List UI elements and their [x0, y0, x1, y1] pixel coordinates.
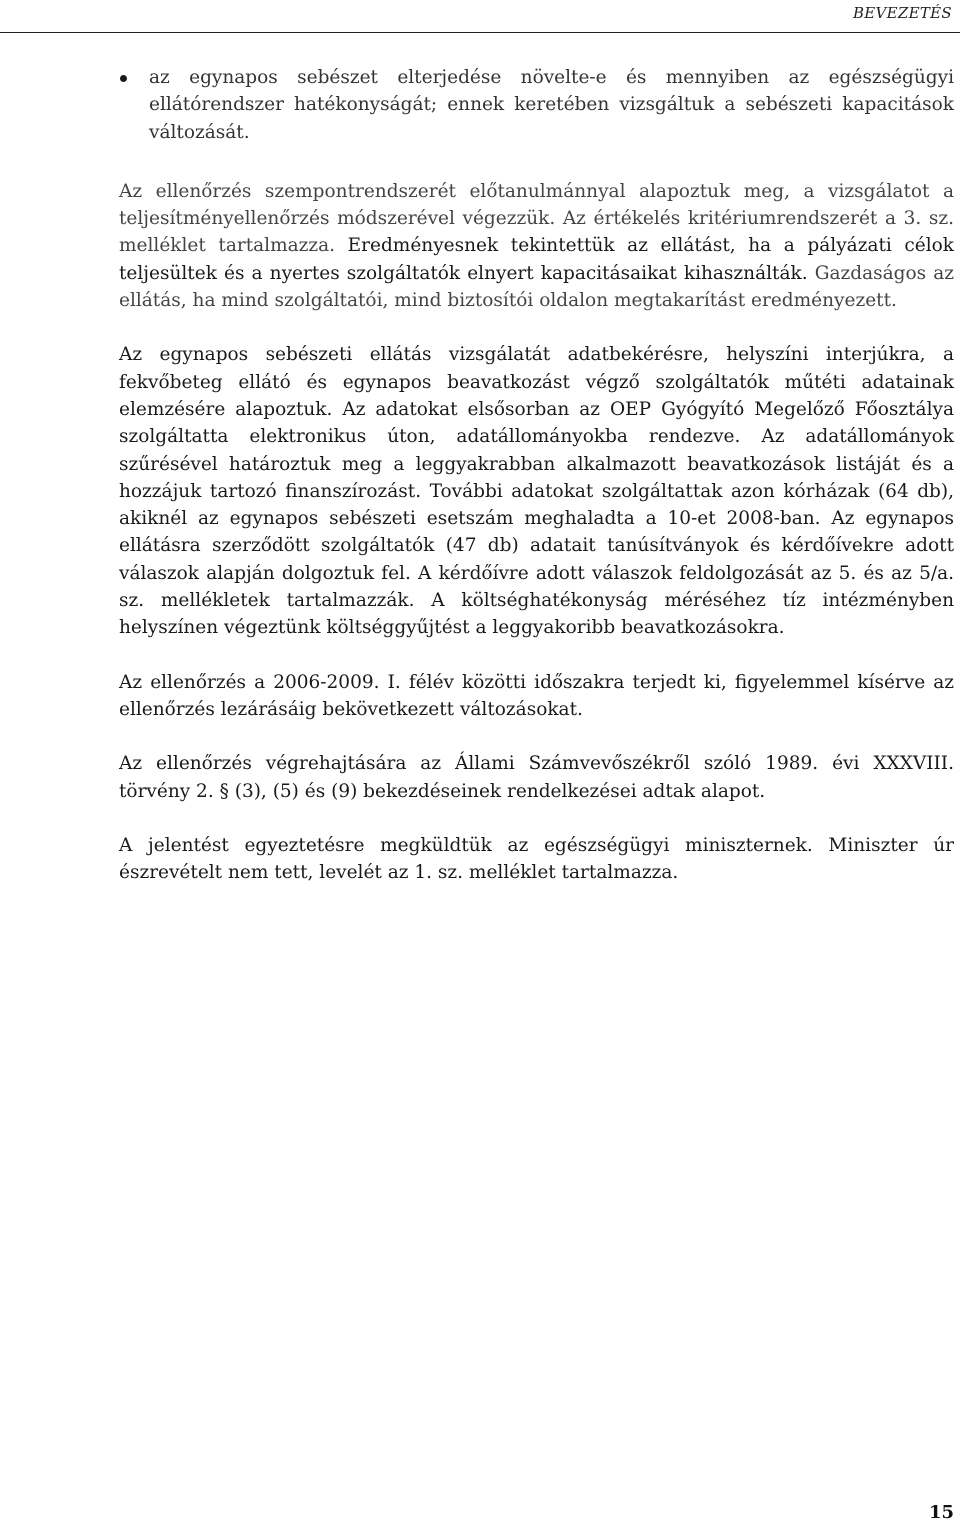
- page-number: 15: [928, 1502, 954, 1523]
- paragraph-legal-basis: Az ellenőrzés végrehajtására az Állami Számvevőszékről szóló 1989. évi XXXVIII. törvény 2. § (3), (5) és (9) bekezdéseinek rendelkezései adtak alapot.: [119, 753, 954, 802]
- running-header: BEVEZETÉS: [852, 4, 952, 22]
- paragraph-reconciliation: A jelentést egyeztetésre megküldtük az egészségügyi miniszternek. Miniszter úr észrevételt nem tett, levelét az 1. sz. melléklet tartalmazza.: [119, 834, 954, 884]
- paragraph-methodology: [119, 178, 954, 314]
- page-body: [119, 64, 954, 913]
- header-rule: [0, 32, 960, 33]
- bullet-list-item: [149, 64, 954, 146]
- paragraph-period: Az ellenőrzés a 2006-2009. I. félév közötti időszakra terjedt ki, figyelemmel kísérve az ellenőrzés lezárásáig bekövetkezett változásokat.: [119, 671, 954, 720]
- paragraph-methodology-part1: Az ellenőrzés szempontrendszerét előtanulmánnyal alapoztuk meg, a vizsgálatot a teljesítményellenőrzés módszerével végezzük. Az értékelés kritériumrendszerét a 3. sz. melléklet tartalmazza.: [119, 180, 954, 257]
- bullet-icon: [120, 75, 127, 82]
- bullet-text: az egynapos sebészet elterjedése növelte-e és mennyiben az egészségügyi ellátórendszer hatékonyságát; ennek keretében vizsgáltuk a sebészeti kapacitások változását.: [149, 67, 954, 143]
- paragraph-methodology-part2: Eredményesnek tekintettük az ellátást, ha a pályázati célok teljesültek és a nyertes szolgáltatók elnyert kapacitásaikat kihasználták.: [119, 235, 955, 284]
- paragraph-methodology-part3: Gazdaságos az ellátás, ha mind szolgáltatói, mind biztosítói oldalon megtakarítást eredményezett.: [119, 262, 954, 312]
- paragraph-data-sources: Az egynapos sebészeti ellátás vizsgálatát adatbekérésre, helyszíni interjúkra, a fekvőbeteg ellátó és egynapos beavatkozást végző szolgáltatók műtéti adatainak elemzésére alapoztuk. Az adatokat elsősorban az OEP Gyógyító Megelőző Főosztálya szolgáltatta elektronikus úton, adatállományokba rendezve. Az adatállományok szűrésével határoztuk meg a leggyakrabban alkalmazott beavatkozások listáját és a hozzájuk tartozó finanszírozást. További adatokat szolgáltattak azon kórházak (64 db), akiknél az egynapos sebészeti esetszám meghaladta a 10-et 2008-ban. Az egynapos ellátásra szerződött szolgáltatók (47 db) adatait tanúsítványok és kérdőívekre adott válaszok alapján dolgoztuk fel. A kérdőívre adott válaszok feldolgozását az 5. és az 5/a. sz. mellékletek tartalmazzák. A költséghatékonyság méréséhez tíz intézményben helyszínen végeztünk költséggyűjtést a leggyakoribb beavatkozásokra.: [119, 344, 954, 639]
